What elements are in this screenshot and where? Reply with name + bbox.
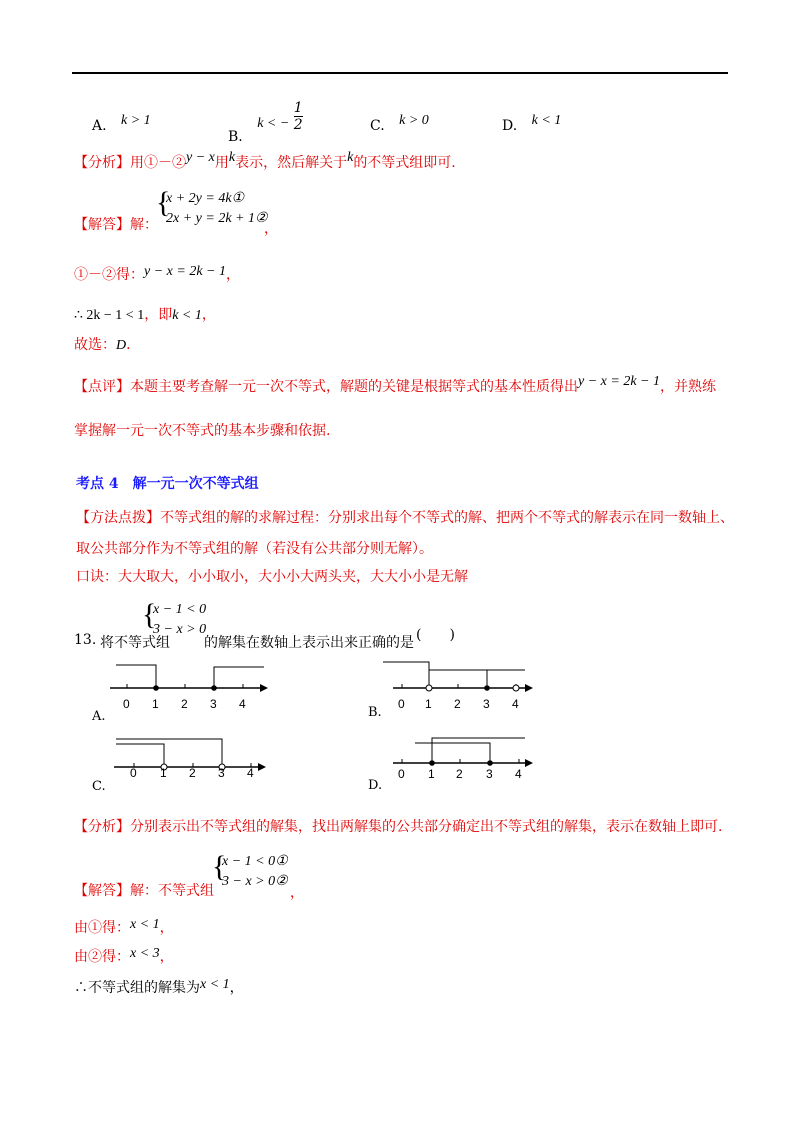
q12-step-3: 故选：D. — [74, 337, 131, 353]
q13-analysis: 【分析】分别表示出不等式组的解集，找出两解集的公共部分确定出不等式组的解集，表示在数轴上即可. — [74, 819, 723, 835]
method-tip: 【方法点拨】不等式组的解的求解过程：分别求出每个不等式的解、把两个不等式的解表示在同一数轴上、 — [76, 510, 734, 526]
option-c: C. k > 0 — [370, 113, 429, 134]
option-d: D. k < 1 — [502, 113, 562, 134]
q13-brace: { — [142, 598, 157, 631]
system-eq-1: x + 2y = 4k① — [166, 191, 245, 206]
tick-a-1: 1 — [152, 697, 159, 711]
number-line-a — [80, 655, 280, 723]
q13-answer-comma: ， — [290, 885, 304, 901]
number-line-c — [80, 730, 280, 798]
q13-sys-2: 3 − x > 0 — [153, 622, 207, 637]
q12-step-1: ①－②得：y − x = 2k − 1， — [74, 264, 240, 283]
q13-step-1: 由①得：x < 1， — [74, 917, 174, 936]
q12-analysis: 【分析】用①－②y − x用k表示，然后解关于k的不等式组即可. — [74, 150, 456, 171]
q12-comment-cont: 掌握解一元一次不等式的基本步骤和依据. — [74, 423, 331, 439]
q13-step-2: 由②得：x < 3， — [74, 946, 174, 965]
tick-b-2: 2 — [454, 697, 461, 711]
rhyme: 口诀：大大取大，小小取小，大小小大两头夹，大大小小是无解 — [76, 569, 468, 585]
dot-b-3 — [484, 685, 490, 691]
tick-c-0: 0 — [130, 766, 137, 780]
option-a: A. k > 1 — [92, 113, 151, 134]
dot-d-1 — [429, 760, 435, 766]
q13-step-3: ∴不等式组的解集为x < 1， — [74, 977, 244, 996]
tick-d-4: 4 — [515, 767, 522, 781]
tick-c-1: 1 — [160, 766, 167, 780]
tick-d-0: 0 — [398, 767, 405, 781]
option-label-b: B. — [368, 705, 382, 720]
tick-d-2: 2 — [456, 767, 463, 781]
q13-answer-sys-1: x − 1 < 0① — [222, 854, 288, 869]
tick-d-3: 3 — [486, 767, 493, 781]
system-brace: { — [156, 186, 171, 219]
tick-a-2: 2 — [181, 697, 188, 711]
number-line-b — [365, 660, 565, 728]
q13-stem-b: 的解集在数轴上表示出来正确的是 ( ) — [204, 627, 455, 651]
q13-answer-label: 【解答】解：不等式组 — [74, 883, 214, 899]
tick-c-4: 4 — [247, 766, 254, 780]
dot-d-3 — [487, 760, 493, 766]
section-title: 考点 4 解一元一次不等式组 — [76, 476, 259, 492]
tick-c-3: 3 — [218, 766, 225, 780]
tick-b-3: 3 — [483, 697, 490, 711]
q13-number: 13. — [74, 632, 97, 648]
tick-b-1: 1 — [425, 697, 432, 711]
q13-answer-brace: { — [212, 850, 227, 883]
fraction-one-half: $\frac{1}{2}$ — [293, 100, 303, 133]
system-comma: ， — [264, 221, 278, 237]
tick-a-0: 0 — [123, 697, 130, 711]
tick-a-3: 3 — [210, 697, 217, 711]
number-line-d — [365, 734, 565, 802]
method-tip-cont: 取公共部分作为不等式组的解（若没有公共部分则无解）。 — [76, 541, 433, 557]
q13-answer-sys-2: 3 − x > 0② — [222, 874, 288, 889]
q12-comment: 【点评】本题主要考查解一元一次不等式，解题的关键是根据等式的基本性质得出y − x = 2k − 1，并熟练 — [74, 374, 716, 395]
tick-b-0: 0 — [398, 697, 405, 711]
option-b: B. k < − $\frac{1}{2}$ — [228, 100, 303, 145]
tick-c-2: 2 — [189, 766, 196, 780]
dot-a-3 — [211, 685, 217, 691]
q13-sys-1: x − 1 < 0 — [153, 602, 207, 617]
dot-a-1 — [153, 685, 159, 691]
option-label-d: D. — [368, 778, 383, 793]
tick-a-4: 4 — [239, 697, 246, 711]
q13-stem-a: 将不等式组 — [100, 635, 170, 651]
tick-b-4: 4 — [512, 697, 519, 711]
q12-answer-label: 【解答】解： — [74, 217, 158, 233]
option-label-c: C. — [92, 779, 106, 794]
q12-step-2: ∴ 2k − 1 < 1，即k < 1， — [74, 307, 216, 323]
dot-b-1 — [426, 685, 432, 691]
tick-d-1: 1 — [428, 767, 435, 781]
system-eq-2: 2x + y = 2k + 1② — [166, 211, 268, 226]
option-label-a: A. — [92, 709, 106, 723]
header-rule — [72, 72, 728, 74]
